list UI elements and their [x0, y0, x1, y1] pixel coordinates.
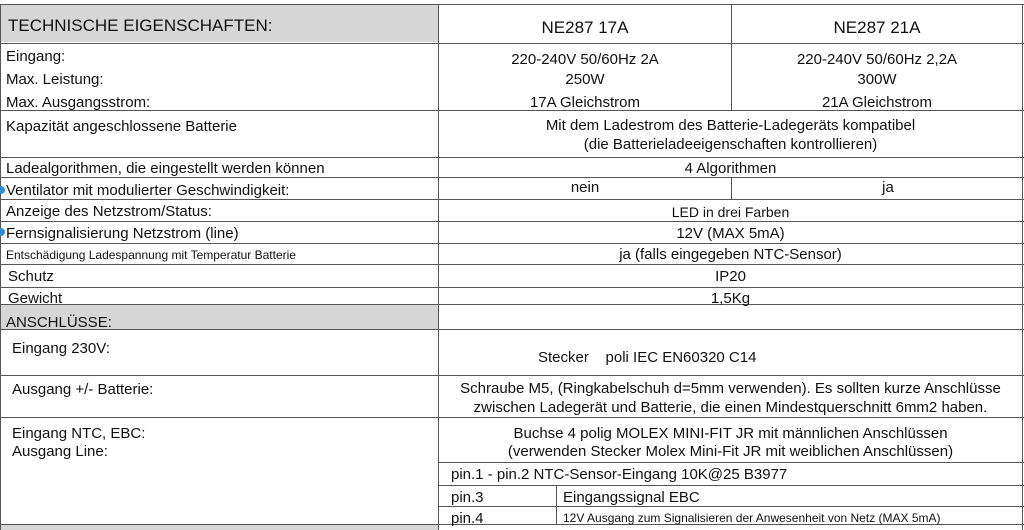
column-header-21a: NE287 21A: [833, 18, 921, 37]
label-ausgangsstrom: Max. Ausgangsstrom:: [6, 94, 151, 111]
label-eingang: Eingang:: [6, 48, 66, 65]
label-pin3: pin.3: [451, 489, 484, 506]
value-fernsignal: 12V (MAX 5mA): [676, 225, 785, 242]
value-ntc-line2: (verwenden Stecker Molex Mini-Fit JR mit weiblichen Anschlüssen): [507, 443, 954, 460]
section-title-anschluesse: ANSCHLÜSSE:: [6, 314, 112, 331]
label-fernsignal: Fernsignalisierung Netzstrom (line): [6, 225, 239, 242]
value-leistung-21a: 300W: [857, 71, 897, 88]
label-schutz: Schutz: [8, 268, 54, 285]
value-leistung-17a: 250W: [565, 71, 605, 88]
value-pin4: 12V Ausgang zum Signalisieren der Anwesenheit von Netz (MAX 5mA): [563, 511, 941, 525]
column-header-17a: NE287 17A: [541, 18, 629, 37]
label-algorithmen: Ladealgorithmen, die eingestellt werden können: [6, 160, 325, 177]
label-eingang-ntc: Eingang NTC, EBC:: [12, 425, 146, 442]
value-pin3: Eingangssignal EBC: [563, 489, 700, 506]
value-ausgang-line2: zwischen Ladegerät und Batterie, die einen Mindestquerschnitt 6mm2 haben.: [473, 399, 988, 416]
row-marker: [0, 186, 5, 194]
label-ausgang-batterie: Ausgang +/- Batterie:: [12, 381, 154, 398]
value-pin1: pin.1 - pin.2 NTC-Sensor-Eingang 10K@25 B3977: [451, 466, 788, 483]
label-gewicht: Gewicht: [8, 290, 63, 307]
value-ventilator-21a: ja: [882, 179, 894, 196]
label-ventilator: Ventilator mit modulierter Geschwindigkeit:: [6, 182, 290, 199]
label-pin4: pin.4: [451, 510, 484, 527]
table-title: TECHNISCHE EIGENSCHAFTEN:: [8, 16, 273, 35]
value-eingang-17a: 220-240V 50/60Hz 2A: [511, 51, 659, 68]
label-kapazitaet: Kapazität angeschlossene Batterie: [6, 118, 237, 135]
label-entschaedigung: Entschädigung Ladespannung mit Temperatur Batterie: [6, 248, 296, 262]
value-algorithmen: 4 Algorithmen: [684, 160, 777, 177]
value-kapazitaet-line1: Mit dem Ladestrom des Batterie-Ladegeräts kompatibel: [545, 117, 916, 134]
value-ausgangsstrom-21a: 21A Gleichstrom: [821, 94, 933, 111]
value-ausgang-line1: Schraube M5, (Ringkabelschuh d=5mm verwenden). Es sollten kurze Anschlüsse: [460, 380, 1001, 397]
value-anzeige: LED in drei Farben: [671, 204, 790, 220]
value-eingang-230v: Stecker poli IEC EN60320 C14: [538, 349, 757, 366]
value-ntc-line1: Buchse 4 polig MOLEX MINI-FIT JR mit männlichen Anschlüssen: [513, 425, 948, 442]
value-schutz: IP20: [715, 268, 746, 285]
value-ausgangsstrom-17a: 17A Gleichstrom: [529, 94, 641, 111]
value-gewicht: 1,5Kg: [710, 290, 751, 307]
value-eingang-21a: 220-240V 50/60Hz 2,2A: [796, 51, 958, 68]
label-leistung: Max. Leistung:: [6, 71, 104, 88]
row-marker: [0, 228, 5, 236]
value-ventilator-17a: nein: [570, 179, 600, 196]
label-ausgang-line: Ausgang Line:: [12, 443, 108, 460]
label-anzeige: Anzeige des Netzstrom/Status:: [6, 203, 212, 220]
value-entschaedigung: ja (falls eingegeben NTC-Sensor): [619, 246, 842, 263]
value-kapazitaet-line2: (die Batterieladeeigenschaften kontrollieren): [583, 136, 878, 153]
label-eingang-230v: Eingang 230V:: [12, 340, 110, 357]
